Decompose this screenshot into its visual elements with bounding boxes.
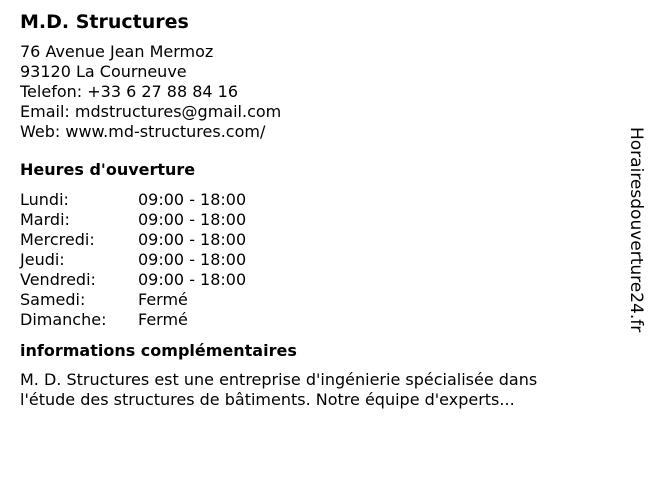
business-description: M. D. Structures est une entreprise d'ingénierie spécialisée dans l'étude des structures de bâtiments. Notre équipe d'experts... bbox=[20, 370, 538, 409]
day-label: Vendredi: bbox=[20, 270, 96, 289]
hours-row bbox=[20, 250, 600, 270]
additional-info-heading: informations complémentaires bbox=[20, 341, 297, 360]
email-line: Email: mdstructures@gmail.com bbox=[20, 102, 282, 121]
day-label: Lundi: bbox=[20, 190, 69, 209]
day-label: Jeudi: bbox=[20, 250, 65, 269]
day-hours: 09:00 - 18:00 bbox=[138, 230, 247, 249]
opening-hours-heading: Heures d'ouverture bbox=[20, 160, 196, 179]
day-label: Dimanche: bbox=[20, 310, 107, 329]
business-name: M.D. Structures bbox=[20, 11, 189, 33]
hours-row bbox=[20, 210, 600, 230]
day-label: Mardi: bbox=[20, 210, 70, 229]
address-line: 76 Avenue Jean Mermoz bbox=[20, 42, 214, 61]
opening-hours-table bbox=[20, 190, 600, 330]
hours-row bbox=[20, 310, 600, 330]
day-hours: 09:00 - 18:00 bbox=[138, 190, 247, 209]
site-watermark: Horairesdouverture24.fr bbox=[626, 127, 646, 333]
hours-row bbox=[20, 190, 600, 210]
day-label: Mercredi: bbox=[20, 230, 95, 249]
phone-line: Telefon: +33 6 27 88 84 16 bbox=[20, 82, 239, 101]
day-label: Samedi: bbox=[20, 290, 86, 309]
day-hours: 09:00 - 18:00 bbox=[138, 250, 247, 269]
website-line: Web: www.md-structures.com/ bbox=[20, 122, 266, 141]
hours-row bbox=[20, 230, 600, 250]
day-hours: 09:00 - 18:00 bbox=[138, 270, 247, 289]
hours-row bbox=[20, 270, 600, 290]
day-hours: Fermé bbox=[138, 290, 188, 309]
business-card bbox=[20, 10, 600, 410]
day-hours: 09:00 - 18:00 bbox=[138, 210, 247, 229]
hours-row bbox=[20, 290, 600, 310]
city-line: 93120 La Courneuve bbox=[20, 62, 187, 81]
day-hours: Fermé bbox=[138, 310, 188, 329]
